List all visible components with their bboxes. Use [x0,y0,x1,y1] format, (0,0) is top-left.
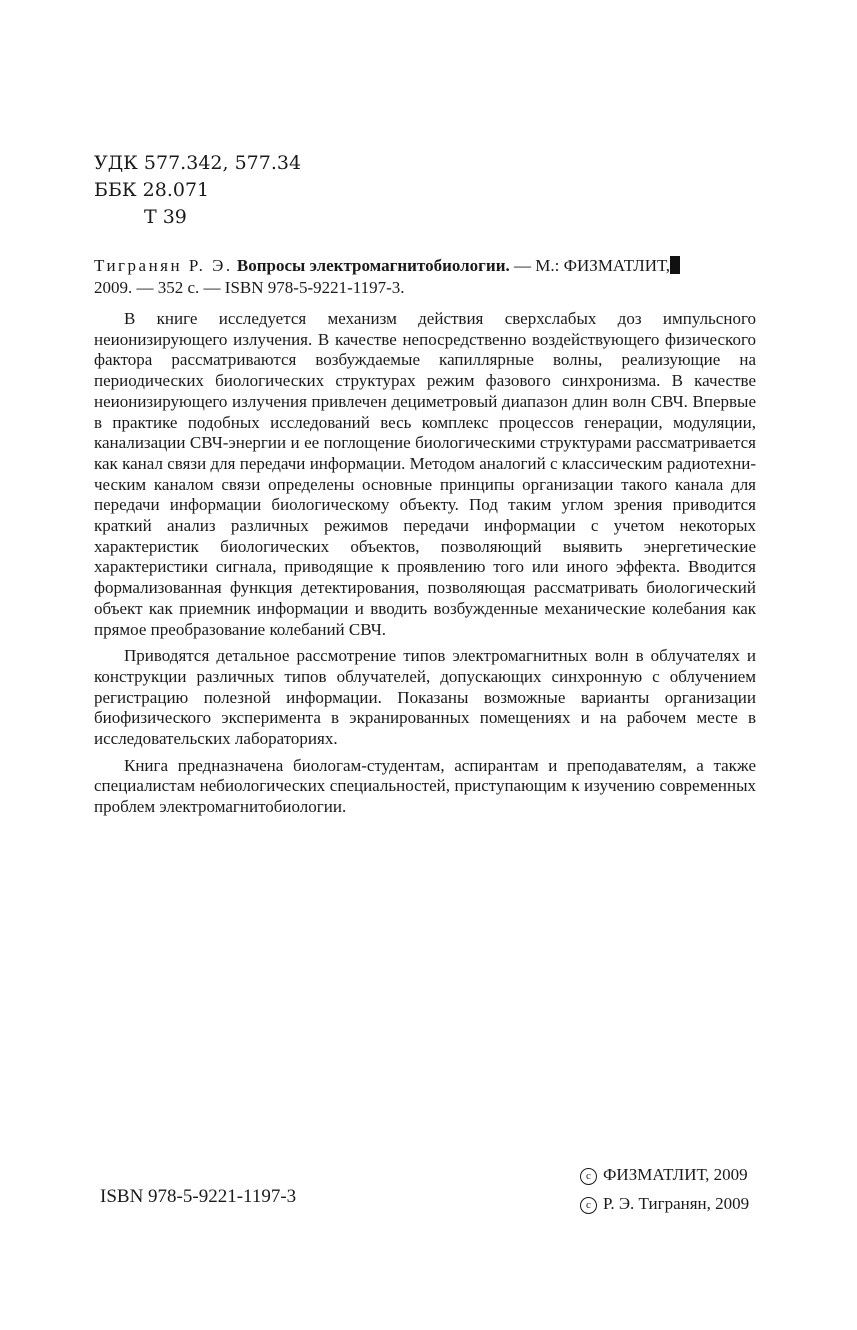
copyright-publisher: ФИЗМАТЛИТ, 2009 [603,1165,748,1184]
copyright-block [580,1160,749,1218]
bbk-code: ББК 28.071 [94,179,210,201]
bib-imprint-line-1: — М.: ФИЗМАТЛИТ, [509,256,670,275]
overfull-box-marker [670,256,680,274]
bib-imprint-line-2: 2009. — 352 с. — ISBN 978-5-9221-1197-3. [94,278,405,297]
copyright-author-line [580,1189,749,1218]
abstract-paragraph-3: Книга предназначена биологам-студентам, аспирантам и преподавателям, а также специалистам небиологических специальностей, приступающим к изучению современных проблем электромагнитобиологии. [94,755,756,817]
copyright-icon: c [580,1168,597,1185]
abstract-paragraph-1: В книге исследуется механизм действия сверхслабых доз импульсного неионизирующего излучения. В качестве непосредственно воздействующего физического фактора рассматриваются возбуждаемые капиллярные волны, реализующие на периодических биологических структурах режим фазового синхронизма. В качестве неионизирующего излучения привлечен дециметровый диапазон длин волн СВЧ. Впервые в практике подобных исследований весь комплекс процессов генерации, модуляции, канализации СВЧ-энергии и ее поглощение биологическими структурами рассматривается как канал связи для передачи информации. Методом аналогий с классическим радиотехническим каналом связи определены основные принципы организации такого канала для передачи информации биологическому объекту. Под таким углом зрения приводится краткий анализ различных режимов передачи информации с учетом некоторых характеристик биологических объектов, позволяющий выявить энергетические характеристики сигнала, приводящие к проявлению того или иного эффекта. Вводится формализованная функция детектирования, позволяющая рассматривать биологический объект как приемник информации и вводить возбужденные механические колебания как прямое преобразование колебаний СВЧ. [94,309,756,639]
copyright-icon: c [580,1197,597,1214]
classification-block [94,150,301,231]
abstract-paragraph-2: Приводятся детальное рассмотрение типов электромагнитных волн в облучателях и конструкции различных типов облучателей, допускающих синхронную с облучением регистрацию полезной информации. Показаны возможные варианты организации биофизического эксперимента в экранированных помещениях и на рабочем месте в исследовательских лабораториях. [94,646,756,749]
copyright-author: Р. Э. Тигранян, 2009 [603,1194,750,1213]
copyright-publisher-line [580,1160,749,1189]
author-mark-code: Т 39 [144,206,187,228]
abstract [94,309,756,824]
bibliographic-record [94,255,780,299]
udk-code: УДК 577.342, 577.34 [94,152,302,174]
bib-author: Тигранян Р. Э. [94,256,233,275]
isbn-footer: ISBN 978-5-9221-1197-3 [100,1186,297,1207]
bib-title: Вопросы электромагнитобиологии. [236,256,510,275]
